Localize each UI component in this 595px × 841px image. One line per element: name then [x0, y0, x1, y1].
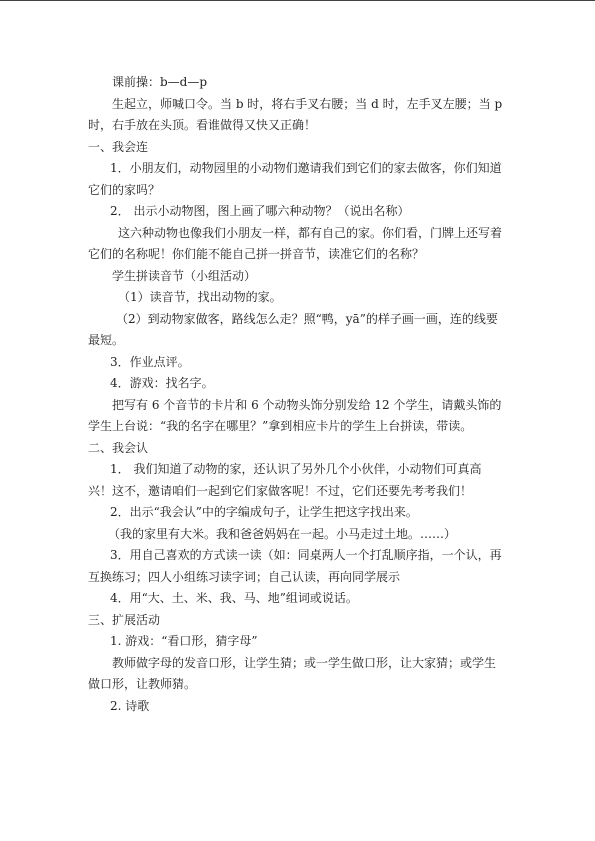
document-page	[88, 72, 508, 717]
list-item-1: 1．小朋友们，动物园里的小动物们邀请我们到它们的家去做客，你们知道	[110, 161, 502, 175]
example-sentences: （我的家里有大米。我和爸爸妈妈在一起。小马走过土地。……）	[108, 526, 457, 541]
pre-class-exercise-title: 课前操：b—d—p	[112, 75, 208, 89]
paragraph-line: 把写有 6 个音节的卡片和 6 个动物头饰分别发给 12 个学生，请戴头饰的	[112, 397, 502, 412]
paragraph-line: 兴！这不，邀请咱们一起到它们家做客呢！不过，它们还要先考考我们！	[88, 483, 473, 498]
paragraph-line: 做口形，让教师猜。	[88, 677, 197, 691]
section-heading-connect: 一、我会连	[88, 139, 149, 154]
paragraph-line: 学生拼读音节（小组活动）	[112, 268, 257, 283]
list-item-2: 2． 出示小动物图，图上画了哪六种动物？（说出名称）	[110, 204, 410, 218]
paragraph-line: 学生上台说：“我的名字在哪里？”拿到相应卡片的学生上台拼读，带读。	[88, 419, 473, 433]
paragraph-line: 教师做字母的发音口形，让学生猜；或一学生做口形，让大家猜；或学生	[112, 655, 497, 670]
list-item-1: 1. 游戏：“看口形，猜字母”	[110, 634, 258, 648]
sub-item-2: （2）到动物家做客，路线怎么走？照“鸭，yā”的样子画一画，连的线要	[116, 311, 498, 326]
list-item-3: 3．作业点评。	[110, 354, 190, 369]
paragraph-line: 这六种动物也像我们小朋友一样，都有自己的家。你们看，门牌上还写着	[118, 225, 503, 240]
sub-item-1: （1）读音节，找出动物的家。	[118, 290, 282, 304]
list-item-2: 2. 诗歌	[110, 698, 150, 713]
list-item-1: 1． 我们知道了动物的家，还认识了另外几个小伙伴，小动物们可真高	[110, 462, 482, 476]
list-item-4: 4．游戏：找名字。	[110, 376, 214, 390]
paragraph-line: 生起立，师喊口令。当 b 时，将右手叉右腰；当 d 时，左手叉左腰；当 p	[112, 96, 503, 111]
section-heading-recognize: 二、我会认	[88, 440, 149, 455]
paragraph-line: 最短。	[88, 333, 125, 347]
list-item-4: 4．用“大、土、米、我、马、地”组词或说话。	[110, 591, 358, 605]
list-item-2: 2．出示“我会认”中的字编成句子，让学生把这字找出来。	[110, 505, 418, 519]
page-top-rule	[0, 0, 595, 1]
paragraph-line: 它们的家吗？	[88, 182, 161, 197]
paragraph-line: 它们的名称呢！你们能不能自己拼一拼音节，读准它们的名称？	[88, 247, 425, 261]
list-item-3: 3．用自己喜欢的方式读一读（如：同桌两人一个打乱顺序指，一个认，再	[110, 548, 502, 562]
paragraph-line: 互换练习；四人小组练习读字词；自己认读，再向同学展示	[88, 569, 401, 584]
paragraph-line: 时，右手放在头顶。看谁做得又快又正确！	[88, 118, 317, 132]
section-heading-extension: 三、扩展活动	[88, 612, 161, 627]
